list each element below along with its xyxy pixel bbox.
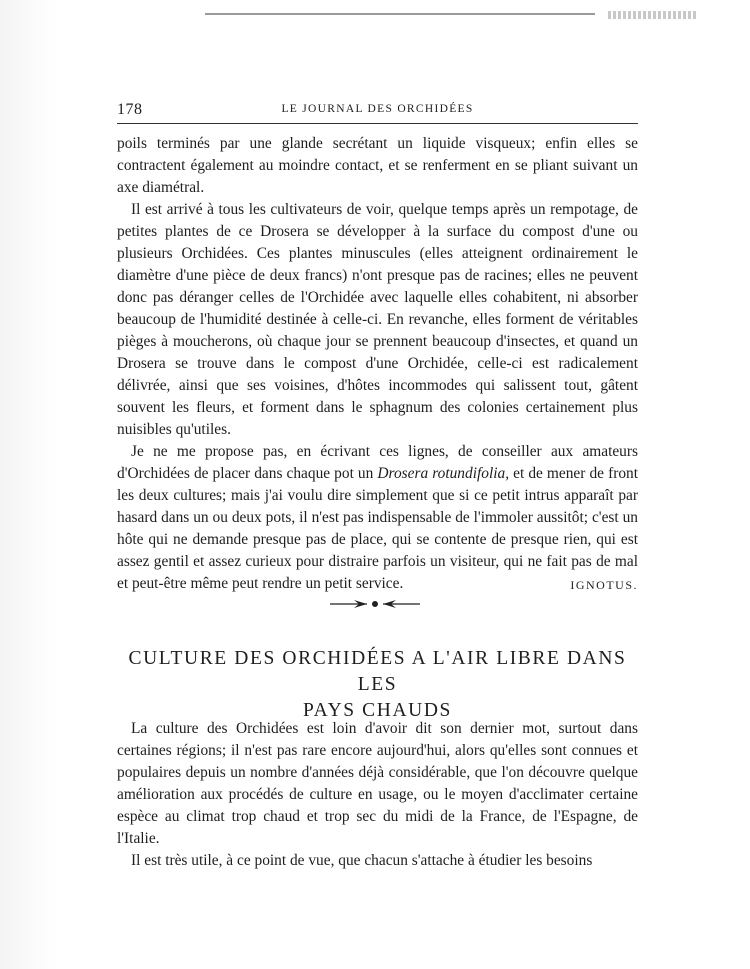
header-rule xyxy=(117,123,638,124)
previous-article-body xyxy=(117,133,638,595)
paragraph: La culture des Orchidées est loin d'avoir dit son dernier mot, surtout dans certaines régions; il n'est pas rare encore aujourd'hui, alors qu'elles sont connues et populaires depuis un nombre d'années déjà considérable, que l'on découvre quelque amélioration aux procédés de culture en usage, ou le moyen d'acclimater certaine espèce au climat trop chaud et trop sec du midi de la France, de l'Espagne, de l'Italie. xyxy=(117,720,638,847)
article-title xyxy=(110,646,645,724)
page-header xyxy=(117,101,638,121)
paragraph-text: Je ne me propose pas, en écrivant ces lignes, de conseiller aux amateurs d'Orchidées de placer dans chaque pot un xyxy=(117,443,638,482)
paragraph: Il est arrivé à tous les cultivateurs de voir, quelque temps après un rempotage, de petites plantes de ce Drosera se développer à la surface du compost d'une ou plusieurs Orchidées. Ces plantes minuscules (elles atteignent ordinairement le diamètre d'une pièce de deux francs) n'ont presque pas de racines; elles ne peuvent donc pas déranger celles de l'Orchidée avec laquelle elles cohabitent, ni absorber beaucoup de l'humidité destinée à celle-ci. En revanche, elles forment de véritables pièges à moucherons, où chaque jour se prennent beaucoup d'insectes, et quand un Drosera se trouve dans le compost d'une Orchidée, celle-ci est radicalement délivrée, ainsi que ses voisines, d'hôtes incommodes qui salissent tout, gâtent souvent les fleurs, et forment dans le sphagnum des colonies certainement plus nuisibles qu'utiles. xyxy=(117,201,638,438)
new-article-body xyxy=(117,718,638,872)
paragraph-text: et de mener de front les deux cultures; mais j'ai voulu dire simplement que si ce petit intrus apparaît par hasard dans un ou deux pots, il n'est pas indispensable de l'immoler aussitôt; c'est un hôte qui ne demande presque pas de place, qui se contente de presque rien, qui est assez gentil et assez curieux pour distraire parfois un visiteur, qui ne fait pas de mal et peut-être même peut rendre un petit service. xyxy=(117,465,638,592)
species-name: Drosera rotundifolia, xyxy=(377,465,510,482)
author-signature: IGNOTUS. xyxy=(570,578,638,592)
page-number: 178 xyxy=(117,101,143,118)
scan-corner-mark xyxy=(608,11,698,19)
paragraph: poils terminés par une glande secrétant un liquide visqueux; enfin elles se contractent également au moindre contact, et se renferment en se pliant suivant un axe diamétral. xyxy=(117,135,638,196)
section-separator xyxy=(327,597,423,611)
running-title: LE JOURNAL DES ORCHIDÉES xyxy=(281,103,474,115)
article-title-line: PAYS CHAUDS xyxy=(303,700,452,721)
paragraph xyxy=(117,441,638,595)
paragraph: Il est très utile, à ce point de vue, que chacun s'attache à étudier les besoins xyxy=(131,852,593,869)
article-title-line: CULTURE DES ORCHIDÉES A L'AIR LIBRE DANS LES xyxy=(128,648,627,695)
top-page-rule xyxy=(205,13,595,15)
scan-shadow xyxy=(0,0,58,969)
